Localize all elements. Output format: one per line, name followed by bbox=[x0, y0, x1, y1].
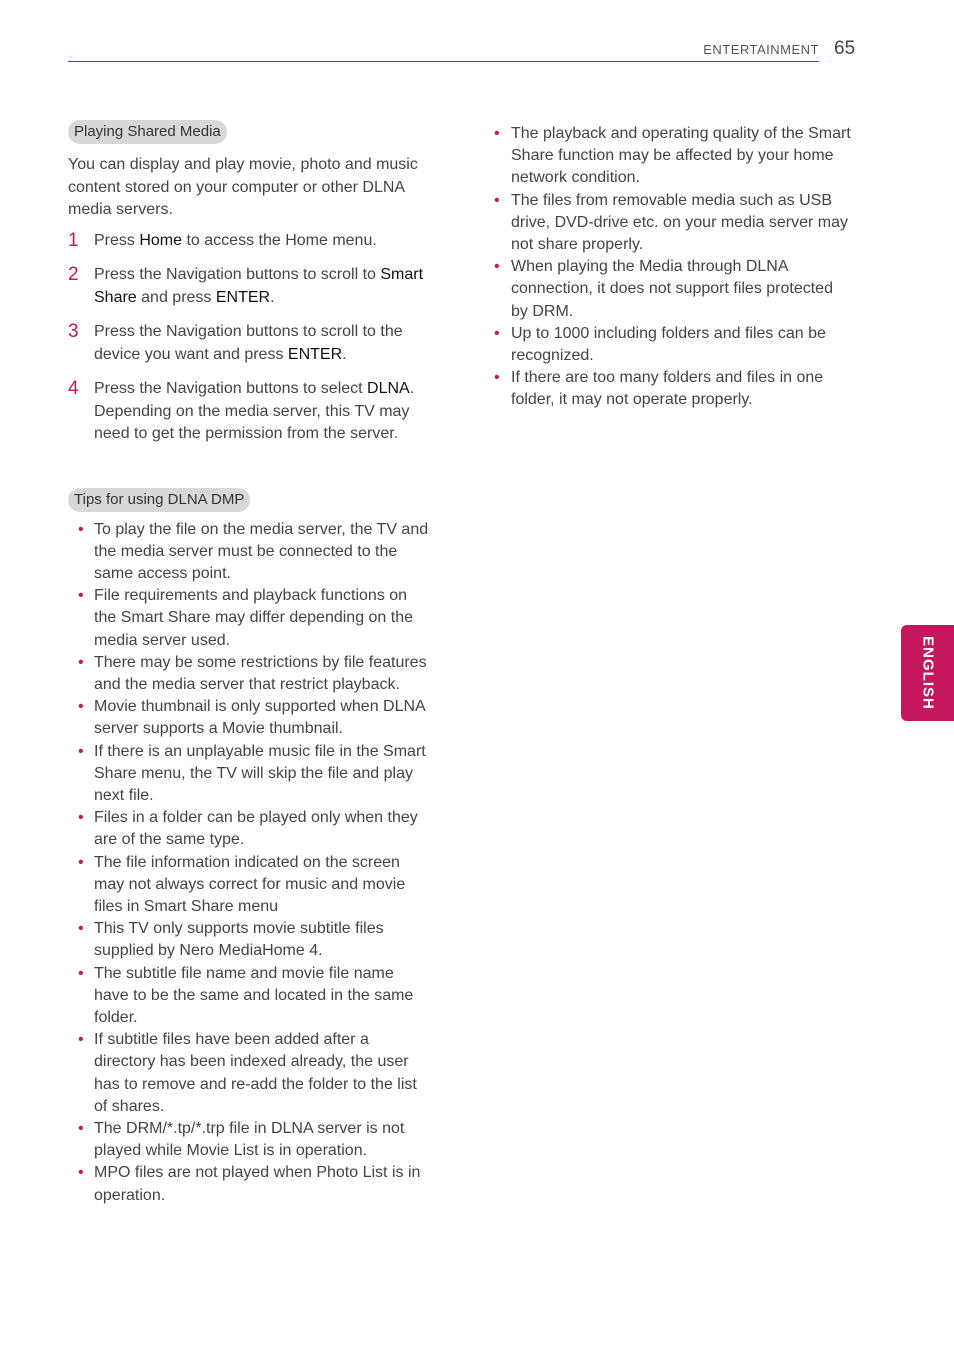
bullet-icon bbox=[68, 807, 94, 851]
list-item: • This TV only supports movie subtitle files supplied by Nero MediaHome 4. bbox=[68, 918, 430, 962]
bullet-icon bbox=[68, 1029, 94, 1118]
list-item: • Files in a folder can be played only when they are of the same type. bbox=[68, 807, 430, 851]
tips-list bbox=[68, 519, 430, 1207]
bullet-icon bbox=[494, 367, 511, 411]
step-text: Press the Navigation buttons to select DLNA. Depending on the media server, this TV may need to get the permission from the server. bbox=[94, 380, 415, 442]
language-tab bbox=[901, 625, 954, 721]
language-tab-label: ENGLISH bbox=[919, 636, 936, 710]
list-item: • If there are too many folders and files in one folder, it may not operate properly. bbox=[494, 367, 854, 411]
step-text: Press Home to access the Home menu. bbox=[94, 231, 377, 249]
list-item: • Up to 1000 including folders and files can be recognized. bbox=[494, 323, 854, 367]
list-item: • If subtitle files have been added after a directory has been indexed already, the user has to remove and re-add the folder to the list of shares. bbox=[68, 1029, 430, 1118]
step-text: Press the Navigation buttons to scroll to the device you want and press ENTER. bbox=[94, 323, 403, 363]
section-tips-dlna-dmp bbox=[68, 488, 448, 1207]
bullet-icon bbox=[68, 852, 94, 919]
section-heading-tips: Tips for using DLNA DMP bbox=[68, 488, 250, 512]
list-item: • There may be some restrictions by file features and the media server that restrict playback. bbox=[68, 652, 430, 696]
left-column bbox=[68, 120, 448, 1207]
key-name: Home bbox=[139, 231, 183, 249]
section-heading-playing-shared-media: Playing Shared Media bbox=[68, 120, 227, 144]
bullet-icon bbox=[68, 652, 94, 696]
bullet-icon bbox=[494, 190, 511, 257]
step-text: Press the Navigation buttons to scroll to Smart Share and press ENTER. bbox=[94, 266, 424, 306]
bullet-icon bbox=[68, 585, 94, 652]
key-name: Smart Share bbox=[94, 266, 424, 306]
key-name: ENTER bbox=[287, 345, 343, 363]
bullet-icon bbox=[68, 918, 94, 962]
list-item: • MPO files are not played when Photo List is in operation. bbox=[68, 1162, 430, 1206]
bullet-icon bbox=[494, 256, 511, 323]
step-item bbox=[68, 378, 448, 446]
step-number: 2 bbox=[68, 264, 79, 285]
bullet-icon bbox=[68, 1118, 94, 1162]
key-name: ENTER bbox=[215, 288, 271, 306]
step-item bbox=[68, 321, 448, 366]
section-intro: You can display and play movie, photo and music content stored on your computer or other DLNA media servers. bbox=[68, 156, 418, 218]
page-number: 65 bbox=[834, 38, 856, 59]
bullet-icon bbox=[68, 519, 94, 586]
header-divider bbox=[68, 61, 819, 62]
bullet-icon bbox=[68, 963, 94, 1030]
steps-list bbox=[68, 230, 448, 446]
list-item: • If there is an unplayable music file in the Smart Share menu, the TV will skip the file and play next file. bbox=[68, 741, 430, 808]
list-item: • The subtitle file name and movie file name have to be the same and located in the same folder. bbox=[68, 963, 430, 1030]
step-item bbox=[68, 264, 448, 309]
list-item: • When playing the Media through DLNA connection, it does not support files protected by DRM. bbox=[494, 256, 854, 323]
bullet-icon bbox=[494, 323, 511, 367]
notes-list bbox=[494, 123, 854, 412]
bullet-icon bbox=[68, 1162, 94, 1206]
bullet-icon bbox=[494, 123, 511, 190]
step-number: 4 bbox=[68, 378, 79, 399]
list-item: • The files from removable media such as USB drive, DVD-drive etc. on your media server may not share properly. bbox=[494, 190, 854, 257]
header-section-label: ENTERTAINMENT bbox=[703, 42, 819, 57]
step-number: 1 bbox=[68, 229, 79, 251]
list-item: • Movie thumbnail is only supported when DLNA server supports a Movie thumbnail. bbox=[68, 696, 430, 740]
key-name: DLNA bbox=[367, 380, 410, 397]
bullet-icon bbox=[68, 741, 94, 808]
section-playing-shared-media bbox=[68, 120, 448, 446]
step-item bbox=[68, 230, 448, 253]
list-item: • File requirements and playback functions on the Smart Share may differ depending on the media server used. bbox=[68, 585, 430, 652]
list-item: • The playback and operating quality of the Smart Share function may be affected by your home network condition. bbox=[494, 123, 854, 190]
list-item: • The DRM/*.tp/*.trp file in DLNA server is not played while Movie List is in operation. bbox=[68, 1118, 430, 1162]
right-column bbox=[494, 123, 854, 412]
step-number: 3 bbox=[68, 321, 79, 342]
list-item: • The file information indicated on the screen may not always correct for music and movie files in Smart Share menu bbox=[68, 852, 430, 919]
list-item: • To play the file on the media server, the TV and the media server must be connected to the same access point. bbox=[68, 519, 430, 586]
bullet-icon bbox=[68, 696, 94, 740]
